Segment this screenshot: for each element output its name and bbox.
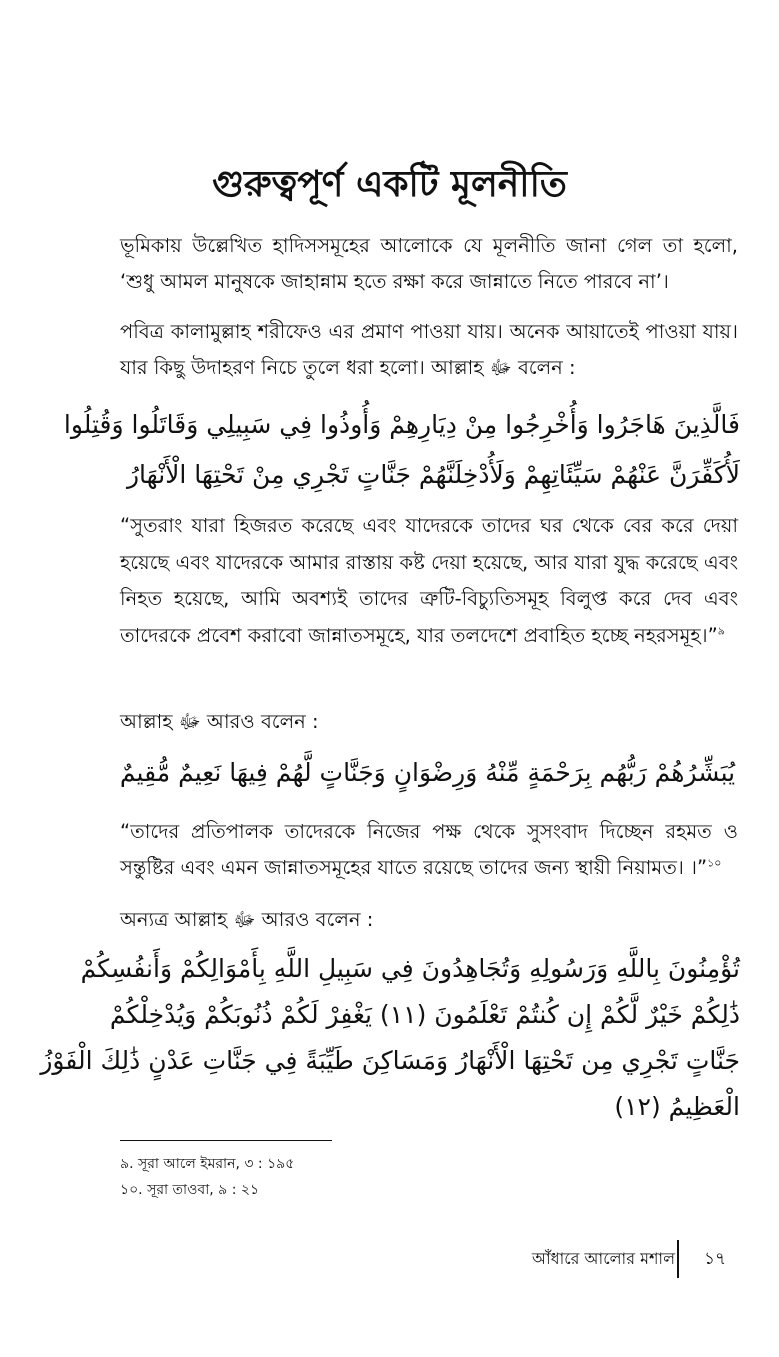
quran-verse-1 [63,400,740,500]
footnote-10: ১০. সূরা তাওবা, ৯ : ২১ [120,1182,260,1198]
translation-2-text: “তাদের প্রতিপালক তাদেরকে নিজের পক্ষ থেকে সুসংবাদ দিচ্ছেন রহমত ও সন্তুষ্টির এবং এমন জান্নাতসমূহের যাতে রয়েছে তাদের জন্য স্থায়ী নিয়ামত। ।” [120,820,738,879]
translation-1 [120,508,738,654]
translation-2 [120,814,738,886]
footnote-9: ৯. সূরা আলে ইমরান, ৩ : ১৯৫ [120,1156,295,1172]
evidence-paragraph: পবিত্র কালামুল্লাহ শরীফেও এর প্রমাণ পাওয়া যায়। অনেক আয়াতেই পাওয়া যায়। যার কিছু উদাহরণ নিচে তুলে ধরা হলো। আল্লাহ ﷻ বলেন : [120,320,738,379]
intro-3: অন্যত্র আল্লাহ ﷻ আরও বলেন : [120,908,374,931]
quran-verse-3 [40,946,740,1130]
translation-1-text: “সুতরাং যারা হিজরত করেছে এবং যাদেরকে তাদের ঘর থেকে বের করে দেয়া হয়েছে এবং যাদেরকে আমার রাস্তায় কষ্ট দেয়া হয়েছে, আর যারা যুদ্ধ করেছে এবং নিহত হয়েছে, আমি অবশ্যই তাদের ত্রুটি-বিচ্যুতিসমূহ বিলুপ্ত করে দেব এবং তাদেরকে প্রবেশ করাবো জান্নাতসমূহে, যার তলদেশে প্রবাহিত হচ্ছে নহরসমূহ।” [120,514,738,647]
footnote-divider [120,1140,332,1141]
footnote-ref-10: ১০ [707,856,722,870]
verse-1-line-2: لَأُكَفِّرَنَّ عَنْهُمْ سَيِّئَاتِهِمْ وَلَأُدْخِلَنَّهُمْ جَنَّاتٍ تَجْرِي مِنْ تَحْتِهَا الْأَنْهَارُ [126,460,740,489]
verse-1-line-1: فَالَّذِينَ هَاجَرُوا وَأُخْرِجُوا مِنْ دِيَارِهِمْ وَأُوذُوا فِي سَبِيلِي وَقَاتَلُوا وَقُتِلُوا [63,410,740,439]
verse-2-line: يُبَشِّرُهُمْ رَبُّهُم بِرَحْمَةٍ مِّنْهُ وَرِضْوَانٍ وَجَنَّاتٍ لَّهُمْ فِيهَا نَعِيمٌ مُّقِيمٌ [119,758,736,787]
verse-3-line-4: الْعَظِيمُ (١٢) [614,1092,740,1121]
page-title: গুরুত্বপূর্ণ একটি মূলনীতি [212,164,567,205]
verse-3-line-2: ذَٰلِكُمْ خَيْرٌ لَّكُمْ إِن كُنتُمْ تَعْلَمُونَ (١١) يَغْفِرْ لَكُمْ ذُنُوبَكُمْ وَيُدْخِلْكُمْ [109,1000,740,1029]
footer-divider [677,1240,679,1278]
verse-3-line-1: تُؤْمِنُونَ بِاللَّهِ وَرَسُولِهِ وَتُجَاهِدُونَ فِي سَبِيلِ اللَّهِ بِأَمْوَالِكُمْ وَأَنفُسِكُمْ [80,954,740,983]
running-head: আঁধারে আলোর মশাল [531,1249,675,1268]
intro-2: আল্লাহ ﷻ আরও বলেন : [120,710,319,733]
quran-verse-2 [115,748,740,798]
intro-paragraph: ভূমিকায় উল্লেখিত হাদিসসমূহের আলোকে যে মূলনীতি জানা গেল তা হলো, ‘শুধু আমল মানুষকে জাহান্নাম হতে রক্ষা করে জান্নাতে নিতে পারবে না’। [120,234,738,293]
page-number: ১৭ [704,1249,727,1269]
verse-3-line-3: جَنَّاتٍ تَجْرِي مِن تَحْتِهَا الْأَنْهَارُ وَمَسَاكِنَ طَيِّبَةً فِي جَنَّاتِ عَدْنٍ ذَٰلِكَ الْفَوْزُ [40,1046,740,1075]
footnote-ref-9: ৯ [717,624,725,637]
